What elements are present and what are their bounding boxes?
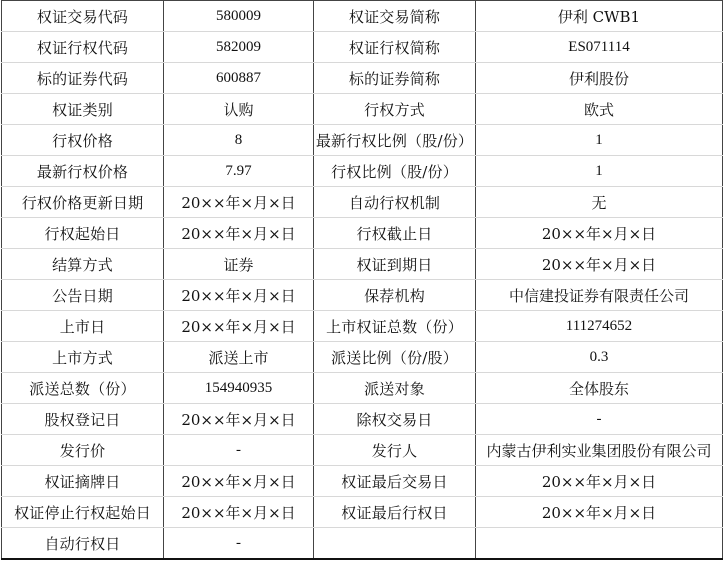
field-value: -	[164, 435, 314, 466]
field-label: 行权比例（股/份）	[314, 156, 476, 187]
field-label: 自动行权日	[2, 528, 164, 560]
field-value: 582009	[164, 32, 314, 63]
table-row	[2, 497, 723, 528]
field-label: 结算方式	[2, 249, 164, 280]
field-label: 派送比例（份/股）	[314, 342, 476, 373]
field-value: 认购	[164, 94, 314, 125]
field-label: 除权交易日	[314, 404, 476, 435]
field-value: 20××年×月×日	[164, 311, 314, 342]
table-row	[2, 218, 723, 249]
warrant-info-table-body	[2, 1, 723, 560]
table-row	[2, 404, 723, 435]
field-label: 行权价格	[2, 125, 164, 156]
field-label: 最新行权比例（股/份）	[314, 125, 476, 156]
table-row	[2, 63, 723, 94]
table-row	[2, 32, 723, 63]
field-label: 发行人	[314, 435, 476, 466]
field-label: 上市日	[2, 311, 164, 342]
field-value: 111274652	[476, 311, 723, 342]
field-value: -	[476, 404, 723, 435]
field-label: 权证交易代码	[2, 1, 164, 32]
field-value: 20××年×月×日	[164, 280, 314, 311]
field-label: 公告日期	[2, 280, 164, 311]
field-value: -	[164, 528, 314, 560]
field-value: 证券	[164, 249, 314, 280]
field-label: 权证摘牌日	[2, 466, 164, 497]
field-value: 8	[164, 125, 314, 156]
field-value: 0.3	[476, 342, 723, 373]
field-label: 权证行权简称	[314, 32, 476, 63]
field-value: 20××年×月×日	[476, 249, 723, 280]
table-row	[2, 1, 723, 32]
field-label: 上市权证总数（份）	[314, 311, 476, 342]
field-label: 权证到期日	[314, 249, 476, 280]
table-row	[2, 280, 723, 311]
field-label: 权证交易简称	[314, 1, 476, 32]
table-row	[2, 94, 723, 125]
field-value: 154940935	[164, 373, 314, 404]
field-value: 无	[476, 187, 723, 218]
field-label: 保荐机构	[314, 280, 476, 311]
field-value: 20××年×月×日	[164, 497, 314, 528]
field-value: 600887	[164, 63, 314, 94]
field-label: 行权起始日	[2, 218, 164, 249]
table-row	[2, 249, 723, 280]
table-row	[2, 342, 723, 373]
field-label: 发行价	[2, 435, 164, 466]
field-value: 20××年×月×日	[476, 466, 723, 497]
field-label: 权证类别	[2, 94, 164, 125]
table-row	[2, 311, 723, 342]
field-value: 20××年×月×日	[476, 218, 723, 249]
field-label: 行权方式	[314, 94, 476, 125]
field-value: 20××年×月×日	[164, 187, 314, 218]
table-row	[2, 156, 723, 187]
field-value: 内蒙古伊利实业集团股份有限公司	[476, 435, 723, 466]
field-value: 1	[476, 125, 723, 156]
field-value: 1	[476, 156, 723, 187]
field-value	[476, 528, 723, 560]
field-value: 中信建投证券有限责任公司	[476, 280, 723, 311]
field-label: 权证最后交易日	[314, 466, 476, 497]
field-label: 上市方式	[2, 342, 164, 373]
field-label: 权证最后行权日	[314, 497, 476, 528]
table-row	[2, 466, 723, 497]
field-value: 伊利股份	[476, 63, 723, 94]
field-label: 标的证券简称	[314, 63, 476, 94]
field-label	[314, 528, 476, 560]
warrant-info-table	[1, 0, 723, 560]
field-value: ES071114	[476, 32, 723, 63]
field-label: 权证行权代码	[2, 32, 164, 63]
field-label: 行权截止日	[314, 218, 476, 249]
field-value: 20××年×月×日	[164, 404, 314, 435]
field-value: 20××年×月×日	[476, 497, 723, 528]
table-row	[2, 187, 723, 218]
field-label: 派送总数（份）	[2, 373, 164, 404]
field-value: 20××年×月×日	[164, 466, 314, 497]
field-value: 20××年×月×日	[164, 218, 314, 249]
field-value: 580009	[164, 1, 314, 32]
field-label: 权证停止行权起始日	[2, 497, 164, 528]
table-row	[2, 125, 723, 156]
field-label: 自动行权机制	[314, 187, 476, 218]
table-row	[2, 435, 723, 466]
field-label: 行权价格更新日期	[2, 187, 164, 218]
field-label: 标的证券代码	[2, 63, 164, 94]
field-value: 7.97	[164, 156, 314, 187]
field-value: 派送上市	[164, 342, 314, 373]
field-value: 伊利 CWB1	[476, 1, 723, 32]
field-label: 最新行权价格	[2, 156, 164, 187]
field-label: 股权登记日	[2, 404, 164, 435]
field-label: 派送对象	[314, 373, 476, 404]
field-value: 欧式	[476, 94, 723, 125]
table-row	[2, 373, 723, 404]
table-row	[2, 528, 723, 560]
field-value: 全体股东	[476, 373, 723, 404]
